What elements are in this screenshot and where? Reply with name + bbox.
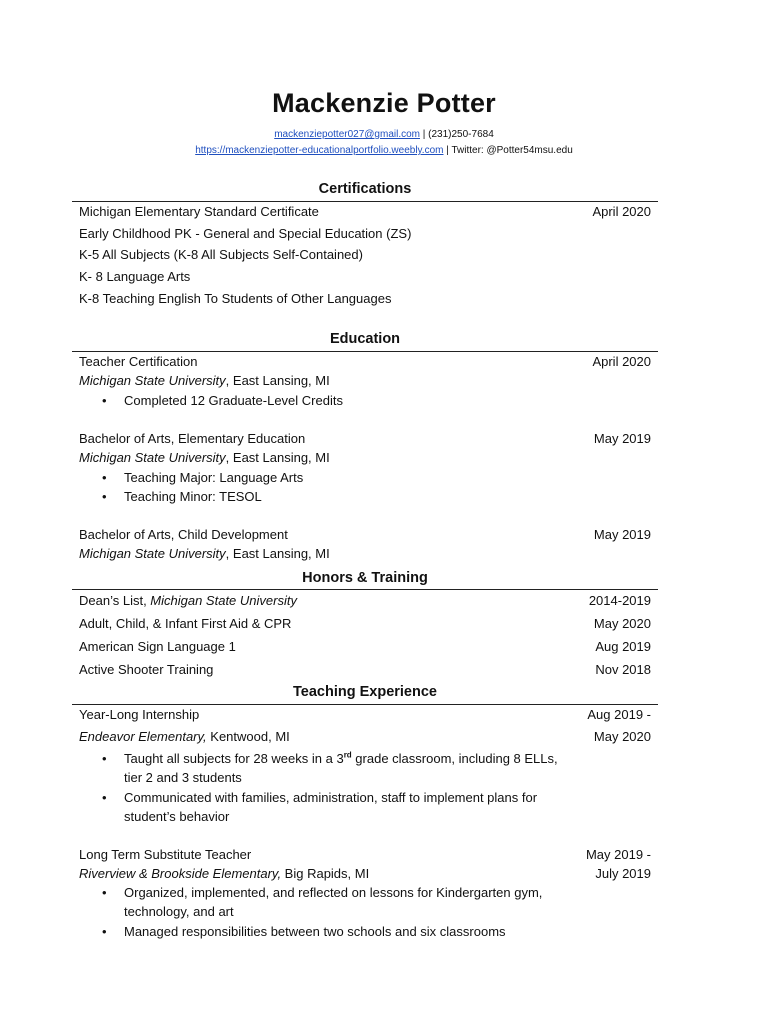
honor-item: Dean’s List, Michigan State University 2014-2019 — [79, 591, 651, 611]
experience-date-start: Aug 2019 - — [587, 707, 651, 722]
twitter-text: | Twitter: @Potter54msu.edu — [443, 145, 573, 156]
experience-date-end: July 2019 — [595, 866, 651, 881]
honor-date: Nov 2018 — [595, 662, 651, 677]
honor-item: American Sign Language 1 Aug 2019 — [79, 637, 651, 657]
honor-date: 2014-2019 — [588, 593, 651, 608]
education-date: May 2019 — [593, 431, 651, 446]
certification-item: K-8 Teaching English To Students of Other Languages — [79, 291, 392, 306]
experience-bullet: • Managed responsibilities between two schools and six classrooms — [124, 922, 564, 941]
education-school: Michigan State University, East Lansing, MI — [79, 546, 330, 561]
honors-divider — [72, 589, 658, 590]
experience-bullet: • Organized, implemented, and reflected on lessons for Kindergarten gym, technology, and art — [124, 883, 564, 921]
education-bullet: • Teaching Minor: TESOL — [124, 487, 564, 506]
education-bullet: • Teaching Major: Language Arts — [124, 468, 564, 487]
experience-heading: Teaching Experience — [293, 684, 437, 700]
honor-item: Active Shooter Training Nov 2018 — [79, 660, 651, 680]
experience-bullet: • Communicated with families, administration, staff to implement plans for student’s behavior — [124, 788, 564, 826]
certifications-heading: Certifications — [318, 181, 412, 197]
experience-role: Year-Long Internship Aug 2019 - — [79, 705, 651, 725]
experience-school: Endeavor Elementary, Kentwood, MI May 2020 — [79, 727, 651, 747]
education-degree: Bachelor of Arts, Child Development May 2019 — [79, 525, 651, 545]
education-school: Michigan State University, East Lansing, MI — [79, 450, 330, 465]
education-bullet: • Completed 12 Graduate-Level Credits — [124, 391, 564, 410]
honor-item: Adult, Child, & Infant First Aid & CPR May 2020 — [79, 614, 651, 634]
honor-date: May 2020 — [593, 616, 651, 631]
certification-item: K- 8 Language Arts — [79, 269, 191, 284]
phone-text: | (231)250-7684 — [420, 129, 494, 140]
contact-line-1 — [0, 128, 768, 141]
experience-date-end: May 2020 — [593, 729, 651, 744]
experience-bullet: • Taught all subjects for 28 weeks in a 3rd grade classroom, including 8 ELLs, tier 2 and 3 students — [124, 749, 564, 787]
education-heading: Education — [329, 331, 401, 347]
education-date: May 2019 — [593, 527, 651, 542]
portfolio-link[interactable]: https://mackenziepotter-educationalportfolio.weebly.com — [195, 145, 444, 156]
education-degree: Teacher Certification April 2020 — [79, 352, 651, 372]
certification-item: Michigan Elementary Standard Certificate April 2020 — [79, 202, 651, 222]
experience-date-start: May 2019 - — [585, 847, 651, 862]
experience-school: Riverview & Brookside Elementary, Big Rapids, MI July 2019 — [79, 864, 651, 884]
email-link[interactable]: mackenziepotter027@gmail.com — [274, 129, 420, 140]
experience-role: Long Term Substitute Teacher May 2019 - — [79, 845, 651, 865]
certification-item: Early Childhood PK - General and Special Education (ZS) — [79, 226, 412, 241]
honor-date: Aug 2019 — [595, 639, 651, 654]
certification-date: April 2020 — [592, 204, 651, 219]
education-date: April 2020 — [592, 354, 651, 369]
education-degree: Bachelor of Arts, Elementary Education May 2019 — [79, 429, 651, 449]
education-school: Michigan State University, East Lansing, MI — [79, 373, 330, 388]
applicant-name: Mackenzie Potter — [272, 88, 496, 118]
honors-heading: Honors & Training — [302, 570, 428, 586]
contact-line-2 — [0, 144, 768, 157]
certification-item: K-5 All Subjects (K-8 All Subjects Self-Contained) — [79, 247, 363, 262]
